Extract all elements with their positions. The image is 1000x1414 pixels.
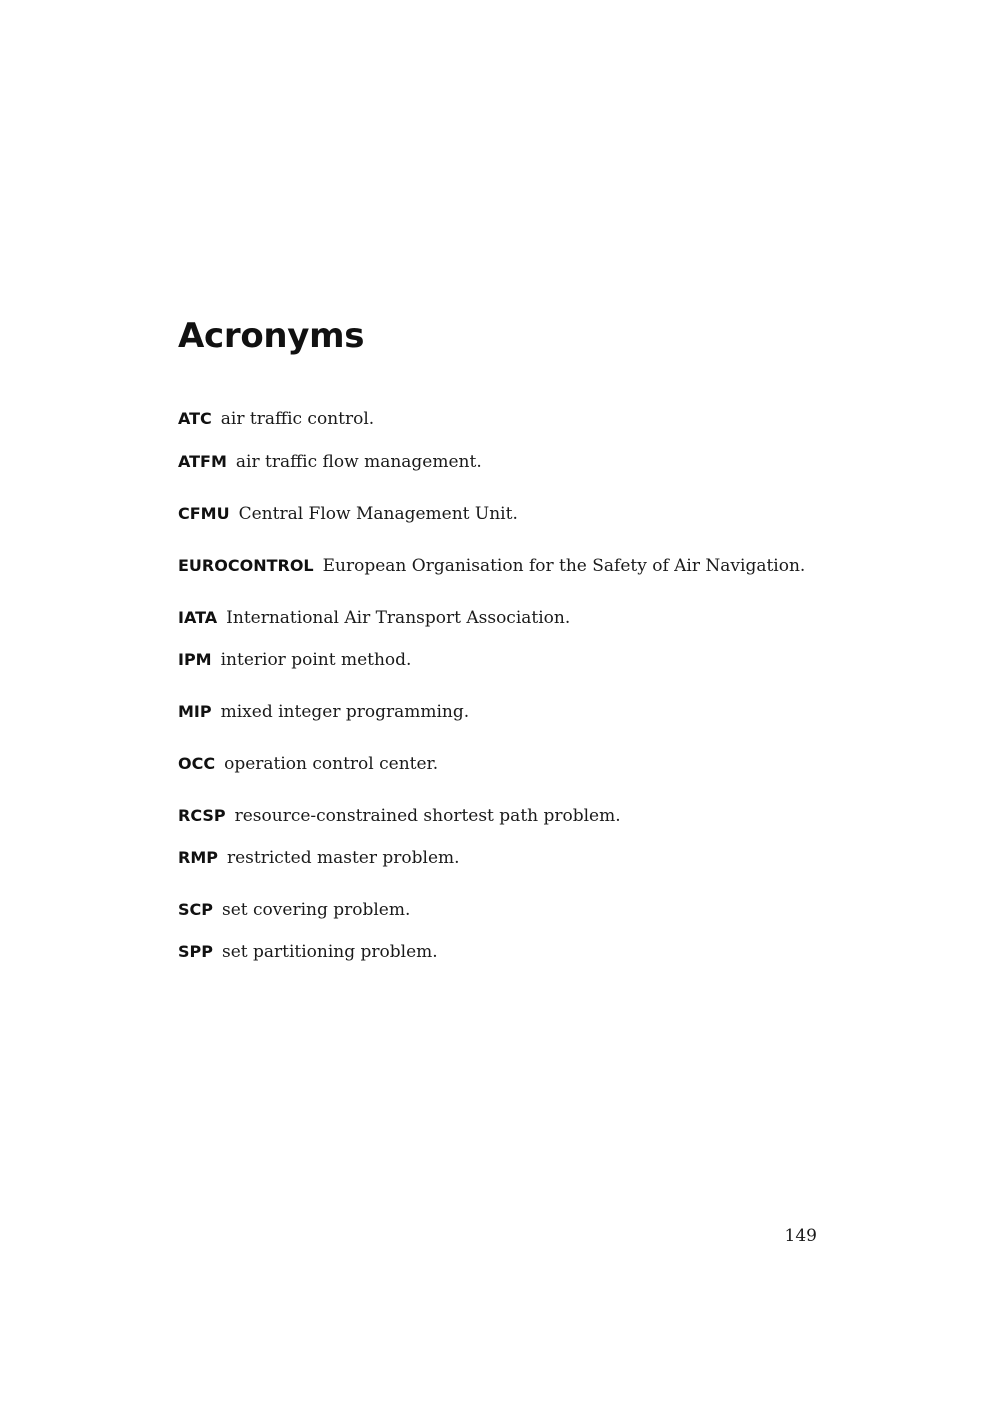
page-number: 149 (784, 1226, 817, 1246)
acronym-entry (178, 554, 805, 579)
acronym-definition: set partitioning problem. (221, 942, 438, 962)
acronym-term: ATFM (178, 452, 227, 471)
acronym-entry (178, 502, 518, 527)
acronym-term: MIP (178, 702, 212, 721)
acronym-entry (178, 648, 411, 673)
page-title: Acronyms (178, 316, 365, 356)
acronym-term: IATA (178, 608, 218, 627)
acronym-definition: set covering problem. (222, 900, 411, 920)
acronym-entry (178, 450, 482, 475)
acronym-entry (178, 606, 570, 631)
acronym-term: EUROCONTROL (178, 556, 314, 575)
acronym-entry (178, 804, 621, 829)
acronym-entry (178, 846, 460, 871)
acronym-term: RCSP (178, 806, 226, 825)
acronym-definition: European Organisation for the Safety of Air Navigation. (322, 556, 806, 576)
acronym-term: ATC (178, 409, 212, 428)
acronym-definition: interior point method. (220, 650, 412, 670)
acronym-entry (178, 407, 374, 432)
acronym-term: CFMU (178, 504, 230, 523)
acronym-definition: operation control center. (224, 754, 439, 774)
acronym-entry (178, 752, 438, 777)
acronym-term: RMP (178, 848, 218, 867)
acronym-definition: restricted master problem. (226, 848, 460, 868)
acronym-entry (178, 898, 410, 923)
acronym-definition: Central Flow Management Unit. (238, 504, 518, 524)
acronym-term: OCC (178, 754, 216, 773)
acronym-term: IPM (178, 650, 212, 669)
acronym-term: SCP (178, 900, 213, 919)
acronym-definition: resource-constrained shortest path problem. (234, 806, 621, 826)
acronym-definition: air traffic flow management. (235, 452, 482, 472)
acronym-entry (178, 940, 438, 965)
acronym-definition: International Air Transport Association. (226, 608, 571, 628)
acronym-term: SPP (178, 942, 213, 961)
acronym-entry (178, 700, 469, 725)
acronym-definition: mixed integer programming. (220, 702, 470, 722)
acronym-definition: air traffic control. (220, 409, 375, 429)
